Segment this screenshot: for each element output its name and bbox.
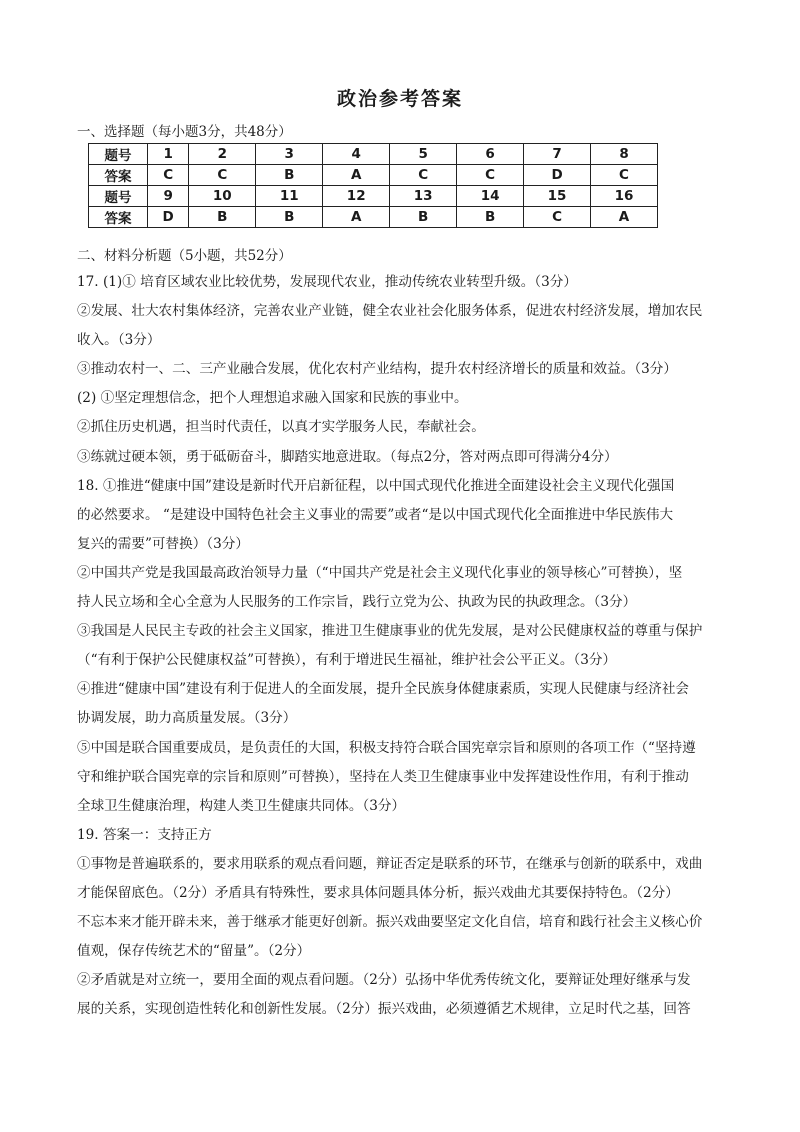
table-cell: B [457, 207, 524, 228]
text-line: 协调发展，助力高质量发展。（3分） [77, 710, 297, 727]
table-cell: C [457, 165, 524, 186]
table-cell: C [591, 165, 658, 186]
text-line: 18. ①推进“健康中国”建设是新时代开启新征程，以中国式现代化推进全面建设社会主义现代化强国 [77, 477, 675, 494]
text-line: 复兴的需要”可替换）（3分） [77, 535, 249, 552]
text-line: 17. (1)① 培育区域农业比较优势，发展现代农业，推动传统农业转型升级。（3分） [77, 274, 577, 290]
table-row [89, 207, 658, 228]
text-line: 19. 答案一：支持正方 [77, 826, 212, 843]
table-cell: B [189, 207, 256, 228]
text-line: 全球卫生健康治理，构建人类卫生健康共同体。（3分） [77, 797, 406, 814]
text-line: 收入。（3分） [77, 332, 161, 349]
table-cell: D [524, 165, 591, 186]
table-cell: C [189, 165, 256, 186]
text-line: 持人民立场和全心全意为人民服务的工作宗旨，践行立党为公、执政为民的执政理念。（3分） [77, 594, 637, 611]
table-cell: 4 [323, 144, 390, 165]
table-cell: A [323, 207, 390, 228]
table-row [89, 144, 658, 165]
text-line: 的必然要求。 “是建设中国特色社会主义事业的需要”或者“是以中国式现代化全面推进中华民族伟大 [77, 506, 674, 523]
section-heading-analysis: 二、材料分析题（5小题，共52分） [77, 248, 292, 264]
table-cell: 16 [591, 186, 658, 207]
table-row [89, 165, 658, 186]
text-line: ②矛盾就是对立统一，要用全面的观点看问题。（2分）弘扬中华优秀传统文化，要辩证处理好继承与发 [77, 972, 691, 989]
table-cell: 5 [390, 144, 457, 165]
page-title: 政治参考答案 [336, 88, 463, 110]
text-line: ②抓住历史机遇，担当时代责任，以真才实学服务人民，奉献社会。 [77, 419, 485, 436]
text-line: （“有利于保护公民健康权益”可替换），有利于增进民生福祉，维护社会公平正义。（3分） [77, 652, 617, 669]
table-cell: C [148, 165, 189, 186]
table-cell: 8 [591, 144, 658, 165]
text-line: 不忘本来才能开辟未来，善于继承才能更好创新。振兴戏曲要坚定文化自信，培育和践行社会主义核心价 [77, 914, 703, 931]
table-cell: 14 [457, 186, 524, 207]
table-cell: 6 [457, 144, 524, 165]
table-cell: 13 [390, 186, 457, 207]
table-cell: A [591, 207, 658, 228]
text-line: 才能保留底色。（2分）矛盾具有特殊性，要求具体问题具体分析，振兴戏曲尤其要保持特色。（2分） [77, 884, 679, 901]
table-cell: B [390, 207, 457, 228]
row-label: 题号 [89, 186, 148, 207]
text-line: 值观，保存传统艺术的“留量”。（2分） [77, 943, 311, 960]
table-row [89, 186, 658, 207]
table-cell: B [256, 207, 323, 228]
text-line: ②发展、壮大农村集体经济，完善农业产业链，健全农业社会化服务体系，促进农村经济发展，增加农民 [77, 303, 703, 320]
table-cell: 1 [148, 144, 189, 165]
table-cell: 10 [189, 186, 256, 207]
table-cell: C [390, 165, 457, 186]
text-line: ③我国是人民民主专政的社会主义国家，推进卫生健康事业的优先发展，是对公民健康权益的尊重与保护 [77, 623, 703, 640]
text-line: ①事物是普遍联系的，要求用联系的观点看问题，辩证否定是联系的环节，在继承与创新的联系中，戏曲 [77, 855, 703, 872]
section-heading-choice: 一、选择题（每小题3分，共48分） [77, 124, 292, 140]
text-line: ④推进“健康中国”建设有利于促进人的全面发展，提升全民族身体健康素质，实现人民健康与经济社会 [77, 681, 690, 698]
row-label: 题号 [89, 144, 148, 165]
table-cell: 3 [256, 144, 323, 165]
table-cell: 12 [323, 186, 390, 207]
text-line: ③推动农村一、二、三产业融合发展，优化农村产业结构，提升农村经济增长的质量和效益。（3分） [77, 361, 677, 378]
table-cell: 11 [256, 186, 323, 207]
text-line: ⑤中国是联合国重要成员，是负责任的大国，积极支持符合联合国宪章宗旨和原则的各项工作（“坚持遵 [77, 739, 696, 756]
table-cell: 15 [524, 186, 591, 207]
text-line: (2) ①坚定理想信念，把个人理想追求融入国家和民族的事业中。 [77, 390, 468, 407]
text-line: ②中国共产党是我国最高政治领导力量（“中国共产党是社会主义现代化事业的领导核心”可替换），坚 [77, 564, 683, 581]
text-line: ③练就过硬本领，勇于砥砺奋斗，脚踏实地意进取。（每点2分，答对两点即可得满分4分） [77, 448, 618, 465]
table-cell: B [256, 165, 323, 186]
table-cell: 9 [148, 186, 189, 207]
table-cell: A [323, 165, 390, 186]
table-cell: 7 [524, 144, 591, 165]
text-line: 展的关系，实现创造性转化和创新性发展。（2分）振兴戏曲，必须遵循艺术规律，立足时代之基，回答 [77, 1001, 691, 1018]
table-cell: C [524, 207, 591, 228]
answer-table [88, 143, 658, 228]
row-label: 答案 [89, 165, 148, 186]
row-label: 答案 [89, 207, 148, 228]
table-cell: D [148, 207, 189, 228]
answer-body [77, 268, 732, 1024]
table-cell: 2 [189, 144, 256, 165]
text-line: 守和维护联合国宪章的宗旨和原则”可替换），坚持在人类卫生健康事业中发挥建设性作用，有利于推动 [77, 768, 689, 785]
